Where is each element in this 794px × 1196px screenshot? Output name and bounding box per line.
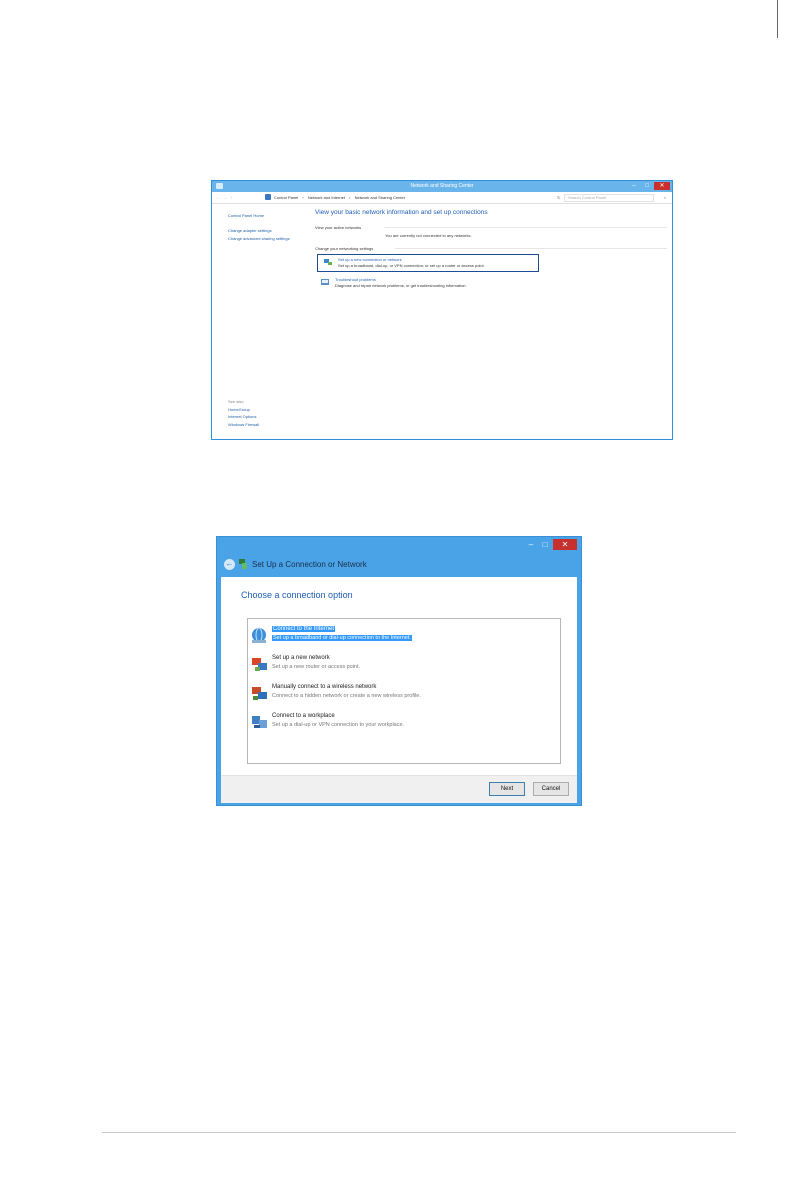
setup-connection-window xyxy=(216,536,582,806)
not-connected-text: You are currently not connected to any networks. xyxy=(385,233,472,238)
wizard-footer xyxy=(221,775,577,803)
option-title: Connect to the Internet xyxy=(273,626,335,632)
option-description: Set up a broadband or dial-up connection to the Internet. xyxy=(273,635,411,641)
active-networks-label: View your active networks xyxy=(315,225,362,230)
network-setup-icon xyxy=(324,258,332,266)
maximize-button[interactable]: □ xyxy=(645,183,649,189)
task-link[interactable]: Set up a new connection or network xyxy=(338,257,402,262)
navigation-buttons[interactable]: ← → ↑ xyxy=(216,195,234,200)
sidebar-link-advanced-sharing[interactable]: Change advanced sharing settings xyxy=(228,236,290,242)
option-manual-wireless[interactable] xyxy=(249,681,559,705)
task-setup-connection[interactable] xyxy=(317,254,539,272)
search-input[interactable]: Search Control Panel xyxy=(564,194,654,202)
option-title: Manually connect to a wireless network xyxy=(272,684,377,690)
see-also-homegroup[interactable]: HomeGroup xyxy=(228,406,250,412)
page-footer-rule xyxy=(102,1132,736,1133)
workplace-icon xyxy=(250,713,270,731)
back-arrow-icon[interactable]: ← xyxy=(225,559,234,568)
title-bar xyxy=(212,181,672,192)
active-networks-section xyxy=(315,225,667,230)
breadcrumb[interactable] xyxy=(274,195,408,200)
control-panel-icon xyxy=(265,194,271,200)
see-also-internet-options[interactable]: Internet Options xyxy=(228,414,257,420)
refresh-icon[interactable]: ↻ xyxy=(557,195,561,200)
change-settings-section xyxy=(315,246,667,251)
breadcrumb-item[interactable]: Control Panel xyxy=(274,195,299,200)
minimize-button[interactable]: – xyxy=(528,540,534,549)
search-icon[interactable]: ⌕ xyxy=(663,195,666,200)
divider xyxy=(395,248,667,249)
see-also xyxy=(228,398,308,428)
option-title: Connect to a workplace xyxy=(272,713,335,719)
task-link[interactable]: Troubleshoot problems xyxy=(335,277,376,282)
wireless-network-icon xyxy=(250,684,270,702)
next-button[interactable]: Next xyxy=(489,782,525,796)
breadcrumb-separator: › xyxy=(302,195,304,200)
window-title: Set Up a Connection or Network xyxy=(252,560,367,569)
maximize-button[interactable]: □ xyxy=(542,540,548,549)
address-bar xyxy=(212,192,672,204)
option-title: Set up a new network xyxy=(272,655,330,661)
task-description: Diagnose and repair network problems, or get troubleshooting information. xyxy=(335,283,467,288)
cancel-button[interactable]: Cancel xyxy=(533,782,569,796)
router-icon xyxy=(250,655,270,673)
globe-icon xyxy=(250,626,270,644)
main-content xyxy=(315,209,667,293)
sidebar-home-link[interactable]: Control Panel Home xyxy=(228,213,265,218)
close-button[interactable]: ✕ xyxy=(654,182,670,190)
option-description: Connect to a hidden network or create a new wireless profile. xyxy=(272,693,421,699)
minimize-button[interactable]: – xyxy=(632,183,636,189)
connection-options-list xyxy=(247,618,561,764)
close-button[interactable]: ✕ xyxy=(553,539,577,550)
page-title: Choose a connection option xyxy=(241,590,353,600)
corner-crop-line xyxy=(777,0,778,38)
option-description: Set up a dial-up or VPN connection to your workplace. xyxy=(272,722,405,728)
see-also-windows-firewall[interactable]: Windows Firewall xyxy=(228,421,260,427)
option-connect-workplace[interactable] xyxy=(249,710,559,734)
breadcrumb-item[interactable]: Network and Internet xyxy=(307,195,345,200)
breadcrumb-separator: › xyxy=(349,195,351,200)
wizard-body xyxy=(221,577,577,775)
option-new-network[interactable] xyxy=(249,652,559,676)
troubleshoot-icon xyxy=(321,278,329,286)
option-connect-internet[interactable] xyxy=(249,623,559,647)
change-settings-label: Change your networking settings xyxy=(315,246,374,251)
sidebar-link-adapter[interactable]: Change adapter settings xyxy=(228,228,272,234)
network-wizard-icon xyxy=(238,558,248,570)
breadcrumb-item[interactable]: Network and Sharing Center xyxy=(354,195,406,200)
option-description: Set up a new router or access point. xyxy=(272,664,361,670)
see-also-label: See also xyxy=(228,399,244,404)
title-area xyxy=(217,537,581,577)
page-title: View your basic network information and set up connections xyxy=(315,209,488,216)
task-troubleshoot[interactable] xyxy=(315,275,667,293)
network-sharing-center-window xyxy=(211,180,673,440)
sidebar xyxy=(228,213,298,245)
window-title: Network and Sharing Center xyxy=(410,183,474,189)
divider xyxy=(385,227,667,228)
task-description: Set up a broadband, dial-up, or VPN connection; or set up a router or access point. xyxy=(338,263,485,268)
